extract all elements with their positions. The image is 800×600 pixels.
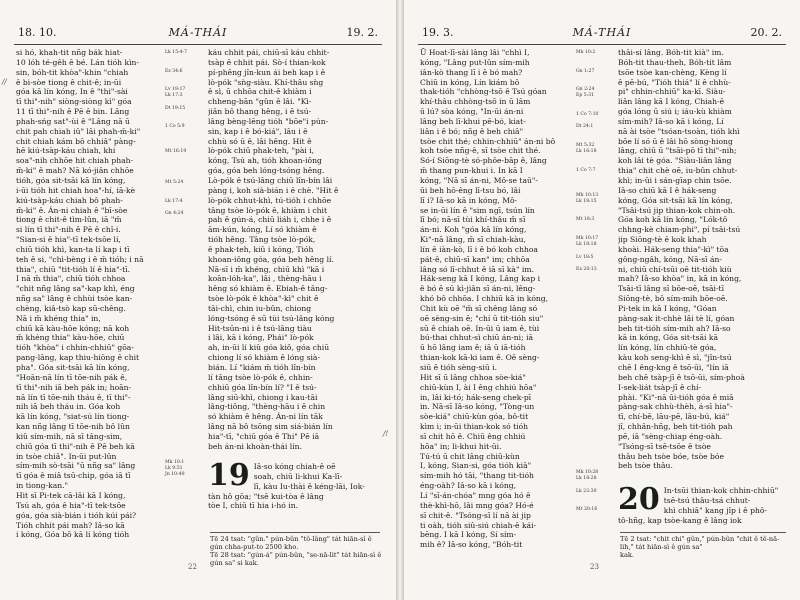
right-col2-line: beh tsòe thâu. [618,461,673,471]
left-col1-line: soa"-nih chhōe hit chiah phah- [16,156,134,166]
chapter-19-line: tòe I, chiū tī hia i-hó in. [208,501,298,511]
right-col1-line: ūi beh hō-êng lī-tsu bó, lâi [420,185,521,195]
left-col2-line: pí-phêng jîn-kun ái beh kap i ê [208,67,326,77]
left-col1-line: nñg sa" lâng ê chhùi tsòe kan- [16,294,133,304]
left-col2-line: góa, góa beh lóng-tsóng hêng. [208,166,325,176]
left-col2-line: ê sì, ū chhōa chit-ê khiàm i [208,87,312,97]
right-col1-line: án-ni. Koh "góa kā lín kóng, [420,225,527,235]
right-col1-line: liân i ê bó; nñg ê beh chiâ" [420,126,524,136]
left-text-column-1 [16,48,160,540]
left-col1-line: tiong ê chit-ê tìm-lûn, iā "m̄ [16,215,122,225]
left-col2-line: khoan-iông góa, góa beh hêng lí. [208,254,334,264]
right-footnotes [620,535,788,559]
left-col2-line: sin, kap i ê bó-kiá", lâu i ê [208,126,308,136]
left-col2-line: chhù só ū ê, lâi hêng. Hit ê [208,136,312,146]
chapter-19-line: Iâ-so kóng chiah-ê oē [253,462,336,471]
right-col1-line: mih ê? Iâ-so kóng, "Bóh-tit [420,540,523,550]
right-col2-line: beh tit-tióh sím-mih ah? Iâ-so [618,323,731,333]
left-col2-line: hia"-tī, "chiū góa ê Thi" Pē iā [208,431,320,441]
right-col1-line: lâng beh lī-khui pē-bó, kiat- [420,116,526,126]
left-col1-line: "Hoān-nā lín tī tōe-nih pák ê, [16,372,128,382]
right-col2-line: khoài. Hák-seng thia"-kì" tōa [618,244,729,254]
left-col1-line: i kóng, Góa bô kā lí kóng tióh [16,530,130,540]
right-col1-line: pát-ê, chiū-sī kan" im; chhōa [420,254,530,264]
left-col2-line: só khiàm ê hêng. Án-ni lín tāk [208,412,323,422]
left-col2-line: tsòe lò-pók ê khòa"-kì" chit ê [208,294,319,304]
left-col1-line: 10 lóh té-gêh ê bé. Lán tióh kìn- [16,57,139,67]
right-col1-line: thè-khì-hō, lâi mng góa? Hó-é [420,500,534,510]
right-col2-line: tī, chí-bē, lāu-pē, lāu-bú, kiá" [618,412,730,422]
right-col1-line: sū ê chiah oē. In-ūi ū iam ê, tùi [420,323,540,333]
left-col1-line: chit chiah kám bô chhiâ" pàng- [16,136,136,146]
right-col1-line: m̄ thang pun-khui i. In kā I [420,166,523,176]
left-footnote-1: Tē 24 tsat: "gûn." pún-bûn "tô-lâng" tát hiān-sì ê gún chha-put-to 2500 kho. [210,535,372,551]
right-col1-line: Chiū in kóng, Lín kiám bô [420,77,520,87]
left-header-ref-start: 18. 10. [18,26,57,39]
right-col2-line: liân lâng kā I kóng, Chiah-ê [618,97,725,107]
left-col2-line: Hit-tsūn-ni i ê tsú-lâng tiàu [208,323,312,333]
right-col2-line: chhng-kè chiam-phi", pí tsâi-tsú [618,225,741,235]
left-col2-line: chheng-bān "gûn ê lâi. "Kì- [208,97,312,107]
left-col1-line: m̄-ki" ê mah? Nā kó-jiân chhōe [16,166,134,176]
right-col1-line: lī bó; nā-sī tùi khí-thâu m̄ sī [420,215,526,225]
left-col2-line: koān-lóh-ka", lâi , thèng-hāu i [208,274,322,284]
right-col2-line: pē, iā "sèng-chiap éng-oàh. [618,431,723,441]
left-col1-line: m̄-ki" ê. Án-ni chiah ê "bī-sòe [16,205,128,215]
right-col1-line: in, lâi ki-tó; hák-seng chek-pī [420,392,532,402]
left-col2-line: hêng só khiàm ê. Ebiah-ê tâng- [208,284,328,294]
left-col2-line: tsàp ê chhit pái. Sò-í thian-kok [208,57,326,67]
right-col1-line: ū hō lâng iam ê; iā ū iā-tióh [420,343,526,353]
right-footnote-1: Tē 2 tsat: "chit chi" gûn," pún-bûn "chit ê tê-nā-lih," tát hiān-sì ê gún sa" [620,535,780,551]
right-col2-line: gông-ngâh, kóng, Nā-sī án- [618,254,722,264]
left-col1-line: sin, bóh-tit khòa"-khin "chiah [16,67,129,77]
left-col2-line: bián. Lí "kiám m̄ tióh lîn-bín [208,363,316,372]
right-col2-line: jî, chhân-hñg, beh tit-tióh pah [618,422,733,432]
right-col2-line: kàu koh seng-khì ê sì, "jîn-tsú [618,353,732,363]
chapter-19-opening [208,458,380,511]
chapter-19-line: soah, chiū li-khui Ka-lī- [253,471,343,481]
left-col2-line: lâng siū-khì, chiong i kau-tāi [208,392,318,402]
right-header-ref-end: 20. 2. [750,26,782,39]
right-col1-line: éng-oàh? Iâ-so kā i kóng, [420,481,516,491]
right-col1-line: Lí "sī-án-chóa" mng góa hó ê [420,490,531,500]
right-col1-line: bēng. I kā I kóng, Sí sím- [420,530,517,540]
left-col1-line: m̄ khéng thia" kàu-hōe, chiū [16,333,125,343]
left-page [0,0,396,600]
right-col2-line: I-sek-liát tsàp-jī ê chí- [618,382,701,392]
left-col2-line: káu chhit pái, chiū-sī káu chhit- [208,48,330,57]
right-col2-line: kā in kóng, Góa sit-tsāi kā [618,333,718,343]
left-col2-line: pàng i, koh sià-bián i ê chè. "Hit ê [208,185,339,195]
right-col1-line: ū lú? sòa kóng, "In-ūi án-ni [420,107,524,117]
right-col1-line: lín ê iàn-kò, lī i ê bó koh chhoa [420,244,538,254]
left-col1-line: Tsú ah, góa ê hia"-tī tek-tsōe [16,500,126,510]
right-col2-line: mah? Iâ-so khòa" in, kā in kóng, [618,274,742,284]
left-col1-line: teh ê si, "chì-bèng i ê m̄ tióh; i nā [16,254,144,264]
right-col2-line: "Tsóng-sī tsē-tsōe ê tsòe [618,441,711,451]
left-col1-line: in tiong-kan." [16,481,69,491]
right-col2-line: pàng-sak chhù-thèh, á-sī hia"- [618,402,733,412]
chapter-20-line: khì chhiâ" kang jîp i ê phô- [663,505,767,515]
right-header-ref-start: 19. 3. [422,26,454,39]
left-col2-line: lâng bèng-lēng tióh "bōe"i pún- [208,116,329,126]
right-footnote-rule [620,532,786,533]
right-col2-line: beh chē tsàp-jī ê tsō-ūi, sím-phoà [618,372,745,382]
left-col2-line: lò-pók chhut-khì, tú-tióh i chhōe [208,195,332,205]
left-col1-line: tī thi"-nih iā beh pák in; hoān- [16,382,132,392]
left-col1-line: thia", chiū "tit-tióh lí ê hia"-tī. [16,264,131,274]
left-col2-line: jiân bô thang hêng, i ê tsú- [208,107,312,117]
left-col1-line: ê bi-sòe tiong ê chit-ê; in-ūi [16,77,122,87]
left-col2-line: pah ê gún-á, chiū liáh i, chhe i ê [208,215,332,225]
right-col2-line: khì; in-ūi i sán-gīap chin tsōe. [618,175,732,185]
left-col1-line: tióh "khòa" i chhin-chhiū" gōa- [16,343,134,353]
left-col2-line: lóng-tsóng ê sū tùi tsú-lâng kóng [208,313,335,323]
right-col2-line: pàng-sak it-chhè lâi tè lí, góan [618,313,735,323]
left-page-number: 22 [188,563,197,571]
left-col1-line: i-ūi tióh hit chiah hoa"-hí, iā-kè [16,185,136,195]
right-col2-line: Pi-tek in kā I kóng, "Góan [618,303,717,313]
left-col1-line: chiū góa tī thi"-nih ê Pē beh kā [16,441,135,451]
left-col1-line: phah-sńg sat"-ùi ê "Lâng nā ū [16,116,130,126]
left-col1-line: Nā i m̄ khéng thia" in, [16,313,101,323]
right-col1-line: chiū-kùn I, ài I êng chhiú hōa" [420,382,537,392]
right-col1-line: ê bó ê sū kì-jiân sī án-ni, lêng- [420,284,536,294]
chapter-number-20: 20 [618,482,660,517]
right-col1-line: bú-thai chhut-sì chiū án-ni; iā [420,333,534,343]
right-text-column-1 [420,48,570,550]
right-col1-line: se in-ūi lín ê "sim ngī, tsún lín [420,205,535,215]
right-col1-line: I, kóng, Sian-si, góa tióh kiâ" [420,461,532,471]
right-col1-line: sī chit hō ê. Chiū êng chhiú [420,431,526,441]
right-col2-line: koh lâi tè góa. "Siàu-liân lâng [618,156,732,166]
left-col1-line: 11 tī thi"-nih ê Pē ê bin. Lâng [16,107,130,117]
right-cross-references-2: Mk 10:28 Lk 18:28 Lk 22:30 Mt 20:16 [576,470,599,513]
right-col1-line: Só-í Siōng-tè só-phōe-bāp ê, lâng [420,156,547,166]
left-footnotes [210,535,382,567]
right-col1-line: Tú-tú ū chit lâng chiū-kùn [420,451,520,461]
chapter-19-line: tàn hô gōa; "tsē kui-tòa ê lâng [208,491,324,501]
right-col1-line: thak-tióh "chhòng-tsō ê Tsú góan [420,87,547,97]
right-col1-line: khó bô chhōa. I chhiū kā in kóng, [420,294,549,304]
right-col2-line: ê pē-bú, "Tióh thiá" lí ê chhù- [618,77,731,87]
left-col2-line: tióh hêng. Tâng tsòe lò-pók, [208,235,316,245]
right-col2-line: kóng, Góa sit-tsāi kā lín kóng, [618,195,733,205]
right-col1-line: kìm i; in-ūi thian-kok só tióh [420,422,529,432]
left-col1-line: Tióh chhit pái mah? Iâ-so kā [16,520,125,530]
left-col2-line: lâng nā bô tsōng sim siá-bián lín [208,422,333,432]
right-col1-line: oē sèng-sin ê; "chí ū tit-tióh siu" [420,313,544,323]
right-col1-line: sī chit-ê. "Tsóng-sī lí nā ài jip [420,510,531,520]
left-col1-line: chiū tióh khì, kan-ta lí kap i tī [16,244,130,254]
right-cross-references-1: Mk 10:2 Gn 1:27 Gn 2:24 Ep 5:31 1 Co 7:10 Dt 24:1 Mt 5:32 Lk 16:18 1 Co 7:7 Mk 10:13 Lk 18:15 Mt 18:3 Mk 10:17 Lk 18:18 Lv 18:5 Ex 20:13 [576,50,599,273]
left-col1-line: tī góa ê miâ tsū-chip, góa iā tī [16,471,131,481]
right-col1-line: in. Nā-sī Iâ-so kóng, "Tòng-un [420,402,535,412]
right-col2-line: thâu beh tsòe bóe, tsòe bóe [618,451,724,461]
left-col1-line: kā lín kóng, "siat-sú lín tiong- [16,412,130,422]
left-col1-line: kan nñg lâng tī tōe-nih bô lûn [16,422,130,432]
left-col2-line: beh án-ni khoàn-thái lín. [208,441,302,451]
left-col1-line: "Sian-si ê hia"-tī tek-tsōe lí, [16,235,121,245]
right-col2-line: thia" chit chè oē, iu-bûn chhut- [618,166,738,176]
left-header-rule [14,44,382,45]
left-col2-line: chiong lí só khiàm ê lóng sià- [208,353,321,363]
right-col2-line: góa lóng ū siú i; iáu-kù khiàm [618,107,732,117]
right-col2-line: sím-mih? Iâ-so kā i kóng, Lí [618,116,724,126]
left-footnote-2: Tē 28 tsat: "gún-á" pún-bûn, "se-nā-lit" tát hiān-sì ê gún sa" si kak. [210,551,382,567]
book-gutter [396,0,404,600]
right-header-title: MÁ-THÁI [572,26,632,39]
left-col1-line: I nā m̄ thia", chiū tióh chhoa [16,274,126,284]
right-col2-line: lín kóng, lín chhiū-tè góa, [618,343,717,353]
left-col2-line: ah, in-ūi lí kiû góa kiô, góa chiū [208,343,330,353]
left-col1-line: Hit sī Pi-tek cā-lâi kā I kóng, [16,490,126,500]
right-col1-line: lâng só lī-chhut ê iā sī kà" im. [420,264,534,274]
left-col1-line: chit pah chiah iû" lâi phah-m̄-ki" [16,126,141,136]
chapter-20-opening [618,482,786,525]
right-col2-line: Iâ-so chiū kā I ê hák-seng [618,185,717,195]
right-col1-line: lī i? Iâ-so kā in kóng, Mô- [420,195,518,205]
chapter-number-19: 19 [208,458,250,493]
left-header-ref-end: 19. 2. [346,26,378,39]
left-cross-references-1: Lk 15:4-7 Ez 34:6 Lv 19:17 Lk 17:3 Dt 19:15 1 Co 5:9 Mt 16:19 Mt 5:24 Lk 17:4 Gn 4:24 [165,50,188,217]
right-col1-line: ti oàh, tióh siû-siú chiah-ê kái- [420,520,537,530]
left-text-column-2 [208,48,380,452]
right-col1-line: khí-thâu chhòng-tsō in ū lâm [420,97,531,107]
left-col2-line: ām-kún, kóng, Lí só khiàm ê [208,225,317,235]
right-col1-line: sím-mih hó tāi, "thang tit-tióh [420,471,534,481]
right-col1-line: Ki"-nā lâng, m̄ sī chiah-kàu, [420,235,526,245]
left-col1-line: chèng, kiâ-tsò kap sū-chêng. [16,303,126,313]
left-col1-line: tī thi"-nih" siòng-siòng kì" góa [16,97,132,107]
left-col1-line: sím-mih sò-tsāi "ū nñg sa" lâng [16,461,136,471]
right-col2-line: lâng, chiū ū "tsāi-pō tī thi"-nih; [618,146,737,156]
right-text-column-2 [618,48,786,471]
left-col1-line: góa, góa sià-bián i tióh kúi pái? [16,510,137,520]
left-col2-line: lò-pók chiū phak-teh, "pài i, [208,146,315,156]
left-header-title: MÁ-THÁI [168,26,228,39]
right-col2-line: Tsāi-tī lâng sī bōe-oē, tsāi-tī [618,284,725,294]
right-col1-line: koh tsòe nñg-ê, sī tsòe chit thé. [420,146,541,156]
margin-mark-left: // [2,78,7,86]
left-col1-line: nih iā beh tháu in. Góa koh [16,402,121,412]
left-col2-line: lí tâng tsòe lò-pók ê, chhin- [208,372,313,382]
left-col2-line: kóng, Tsú ah, tióh khoan-iông [208,156,322,166]
left-col1-line: nā lín tī tōe-nih tháu ê, tī thi"- [16,392,131,402]
left-col2-line: ê phak-teh, kiû i kóng, Tióh [208,244,314,254]
right-col1-line: Hák-seng kā I kóng, Lâng kap i [420,274,541,284]
right-col2-line: jip Siōng-tè ê kok khah [618,235,707,245]
right-col1-line: tsòe chit thé; chhin-chhiū" án-ni bô [420,136,556,146]
right-header-rule [418,44,786,45]
left-col1-line: kiû sím-mih, nā sī tâng-sim, [16,431,123,441]
right-page-number: 23 [590,563,599,571]
right-col2-line: tsōe tsòe kan-chèng, Kèng lí [618,67,727,77]
right-col2-line: chē I êng-kng ê tsō-ūi, "lín iā [618,363,729,372]
right-col1-line: sòe-kiá" chiū-kùn góa, bô-tit [420,412,529,422]
right-footnote-2: kak. [620,551,635,559]
left-col2-line: Lò-pók ê tsú-lâng chiū lîn-bín lâi [208,175,333,185]
left-col1-line: si lín tī thi"-nih ê Pē ê chî-i. [16,225,121,235]
right-col2-line: Siōng-tè, bô sím-mih bōe-oē. [618,294,728,304]
left-col1-line: si hó, khah-tit nñg bák hiat- [16,48,123,57]
right-col1-line: Hit sī ū lâng chhoa sòe-kiá" [420,372,526,382]
right-page-header [412,26,792,44]
left-col2-line: tāi-chì, chin iu-bûn, chiong [208,303,312,313]
left-col2-line: tâng tsòe lò-pók ê, khiàm i chit [208,205,328,215]
right-col1-line: hōa" in; li-khui hit-ūi. [420,441,502,451]
right-col2-line: Bóh-tit thau-theh, Bóh-tit lâm [618,57,732,67]
left-col1-line: hē kiú-tsàp-káu chiah, khi [16,146,116,156]
right-col1-line: siū ê tióh sèng-siū i. [420,363,498,372]
right-col2-line: nā ài tsòe "tsóan-tsoàn, tióh khì [618,126,740,136]
left-col2-line: chhiū góa lîn-bín lí? "I ê tsú- [208,382,317,392]
left-col2-line: lâng-tiông, "thèng-hāu i ê chin [208,402,326,412]
margin-mark-right: /! [383,430,389,438]
right-col2-line: ni, chiū chí-tsūi oē tit-tióh kiù [618,264,732,274]
chapter-19-line: lī, kàu Iu-thài ê kéng-lāi, Iok- [253,481,365,491]
right-col1-line: iân-kò thang lī i ê bó mah? [420,67,523,77]
right-page [404,0,800,600]
left-col1-line: "chit nñg lâng sa"-kap khì, éng [16,284,135,294]
left-col1-line: kiú-tsàp-káu chiah bô phah- [16,195,123,205]
chapter-20-line: tsē-tsú thâu-tsá chhut- [663,495,751,505]
left-page-header [8,26,388,44]
right-col2-line: bōe lí só ū ê lâi hō sòng-hiong [618,136,733,146]
left-col1-line: góa kā lín kóng, In ê "thi"-sài [16,87,128,97]
right-col1-line: kóng, "Lâng put-lûn sím-mih [420,57,530,67]
left-col2-line: lò-pók "sǹg-siàu. Khí-thâu sǹg [208,77,324,87]
right-col1-line: thian-kok kā-ki iam ê. Oē sèng- [420,353,540,363]
left-col1-line: chiū kā kàu-hōe kóng; nā koh [16,323,130,333]
left-col1-line: tióh, góa sit-tsāi kā lín kóng, [16,175,126,185]
left-col2-line: Nā-sī i m̄ khéng, chiū khì "kā i [208,264,325,274]
right-col1-line: Chit kù oē "m̄ sī chêng lâng só [420,303,538,313]
left-col2-line: i lâi, kā i kóng, Phái" lò-pók [208,333,314,343]
right-col2-line: "Tsâi-tsú jip thian-kok chin-oh. [618,205,736,215]
right-col1-line: kóng, "Nā sī án-ni, Mô-se taū"- [420,175,538,185]
left-footnote-rule [210,532,380,533]
left-col1-line: in tsòe chiâ". In-ūi put-lûn [16,451,117,461]
right-col2-line: phài. "Ki"-nā ūi-tióh góa ê miâ [618,392,734,402]
right-col2-line: Góa koh kā lín kóng, "Lók-tô [618,215,728,225]
chapter-20-line: In-tsūi thian-kok chhin-chhiū" [663,486,779,495]
left-col1-line: pang-lâng, kap thiu-hiōng ê chit [16,353,140,363]
right-col1-line: Ū Hoat-lī-sài lâng lâi "chhì I, [420,48,530,57]
right-col2-line: thâi-sí lâng. Bóh-tit kià" im. [618,48,724,57]
left-col1-line: pha". Góa sit-tsāi kā lín kóng, [16,363,130,372]
right-col2-line: pi" chhin-chhiū" ka-kī. Siàu- [618,87,726,97]
chapter-20-line: tô-hñg, kap tsòe-kang ê lâng iok [618,515,742,525]
left-cross-references-2: Mk 10:1 Lk 9:51 Jn 10:40 [165,460,185,478]
